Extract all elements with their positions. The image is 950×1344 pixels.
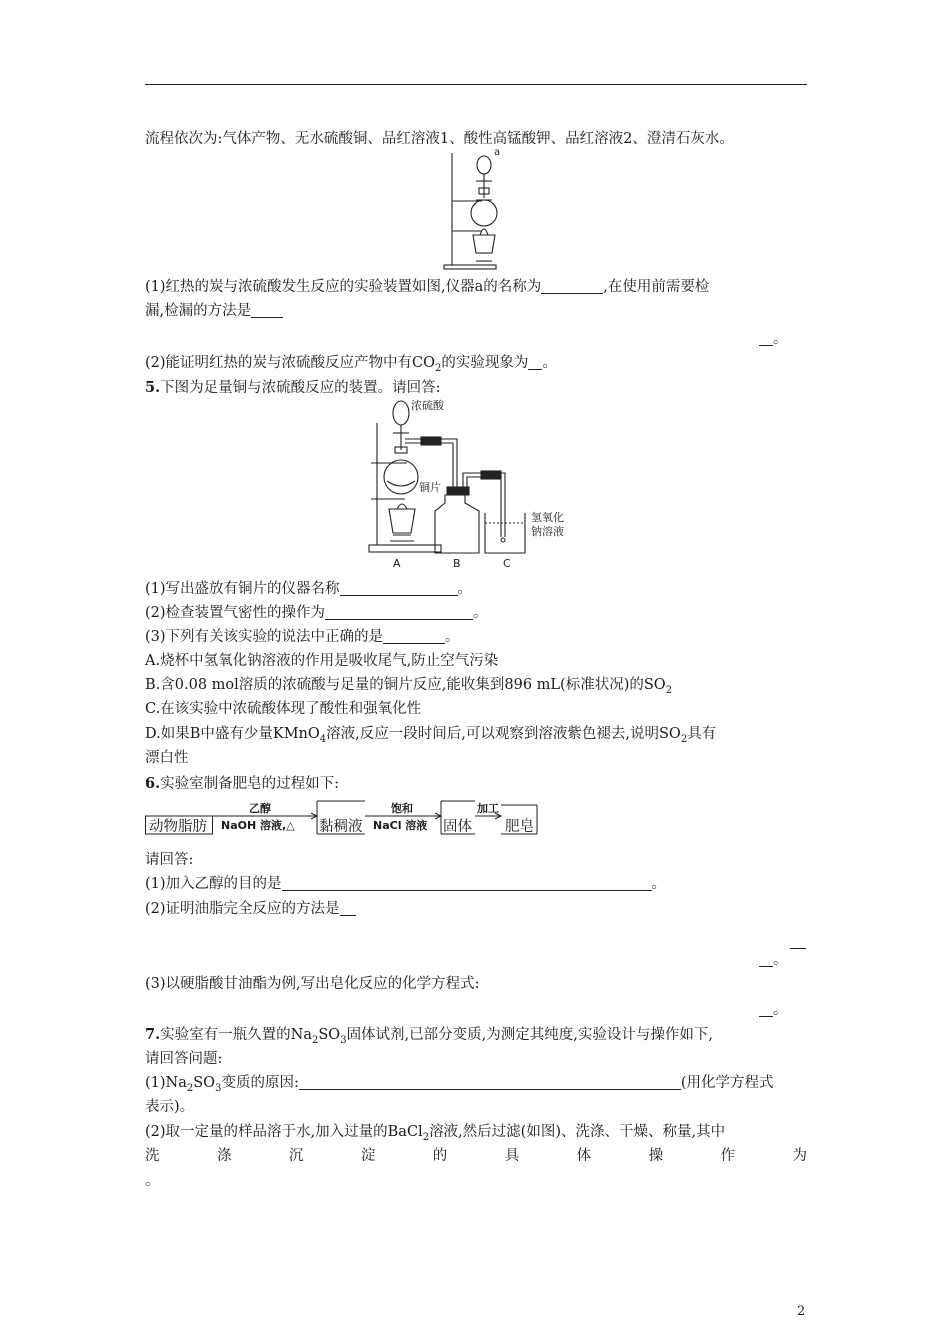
q4-part1-line1: (1)红热的炭与浓硫酸发生反应的实验装置如图,仪器a的名称为 ,在使用前需要检	[145, 279, 710, 295]
q4-part2: (2)能证明红热的炭与浓硫酸反应产物中有$CO_2$的实验现象为 。	[145, 355, 557, 374]
q7-part2-spread-line: 洗 涤 沉 淀 的 具 体 操 作 为	[145, 1148, 807, 1164]
answer-blank[interactable]	[282, 876, 652, 891]
flow-ethanol: 乙醇	[249, 802, 271, 815]
q7-part2-line1: (2)取一定量的样品溶于水,加入过量的BaCl$_2$溶液,然后过滤(如图)、洗涤、干燥、称量,其中	[145, 1124, 726, 1143]
q6-part2: (2)证明油脂完全反应的方法是	[145, 899, 356, 919]
soap-process-flow	[145, 794, 545, 836]
label-C: C	[503, 557, 511, 570]
answer-blank[interactable]	[759, 331, 773, 346]
q5-part3: (3)下列有关该实验的说法中正确的是 。	[145, 629, 460, 645]
flow-naoh: NaOH 溶液,△	[221, 819, 295, 832]
q6-part3: (3)以硬脂酸甘油酯为例,写出皂化反应的化学方程式:	[145, 976, 480, 992]
answer-blank[interactable]	[251, 303, 283, 318]
label-a: a	[494, 147, 501, 158]
label-conc-sulfuric: 浓硫酸	[411, 399, 444, 412]
flow-viscous-liquid: 黏稠液	[319, 819, 363, 835]
answer-blank[interactable]	[759, 1002, 773, 1017]
label-B: B	[453, 557, 461, 570]
q6-part2-blank-right	[790, 932, 806, 952]
label-naoh-1: 氢氧化	[531, 511, 564, 524]
flow-saturated: 饱和	[391, 802, 413, 815]
q5-part2: (2)检查装置气密性的操作为 。	[145, 605, 488, 621]
q5-option-d-line2: 漂白性	[145, 750, 189, 766]
q5-option-c: C.在该实验中浓硫酸体现了酸性和强氧化性	[145, 701, 422, 717]
answer-blank[interactable]	[340, 901, 356, 916]
answer-blank[interactable]	[541, 279, 603, 294]
q5-option-a: A.烧杯中氢氧化钠溶液的作用是吸收尾气,防止空气污染	[145, 653, 499, 669]
answer-blank[interactable]	[528, 355, 542, 370]
answer-blank[interactable]	[790, 934, 806, 949]
q5-stem: 5.下图为足量铜与浓硫酸反应的装置。请回答:	[145, 379, 441, 396]
q6-ask: 请回答:	[145, 852, 194, 868]
q7-part1-line1: $(1)Na_2SO_3$变质的原因: (用化学方程式	[145, 1075, 774, 1094]
q6-part3-end: 。	[759, 1000, 788, 1020]
q4-part1-end: 。	[759, 329, 788, 349]
q5-part1: (1)写出盛放有铜片的仪器名称 。	[145, 581, 473, 597]
answer-blank[interactable]	[325, 605, 473, 620]
intro-flow-text: 流程依次为:气体产物、无水硫酸铜、品红溶液1、酸性高锰酸钾、品红溶液2、澄清石灰水。	[145, 131, 734, 147]
q7-part2-end: 。	[145, 1173, 160, 1189]
label-A: A	[393, 557, 401, 570]
q7-stem-line1: 7.实验室有一瓶久置的$Na_2SO_3$固体试剂,已部分变质,为测定其纯度,实验设计与操作如下,	[145, 1026, 713, 1046]
flow-nacl: NaCl 溶液	[373, 819, 428, 832]
flow-soap: 肥皂	[505, 819, 534, 835]
answer-blank[interactable]	[340, 581, 458, 596]
q5-option-d-line1: D.如果B中盛有少量KMnO$_4$溶液,反应一段时间后,可以观察到溶液紫色褪去,说明$SO_2$具有	[145, 726, 717, 745]
q4-part1-line2: 漏,检漏的方法是	[145, 301, 283, 321]
q6-part2-end: 。	[759, 950, 788, 970]
flow-solid: 固体	[443, 819, 472, 835]
page-number: 2	[797, 1304, 806, 1319]
q7-stem-line2: 请回答问题:	[145, 1051, 223, 1067]
answer-blank[interactable]	[383, 629, 445, 644]
q7-part1-line2: 表示)。	[145, 1099, 195, 1115]
q6-stem: 6.实验室制备肥皂的过程如下:	[145, 775, 340, 792]
label-copper: 铜片	[419, 481, 441, 494]
q6-part1: (1)加入乙醇的目的是 。	[145, 876, 667, 892]
figure-copper-sulfuric-apparatus	[363, 395, 603, 570]
header-rule	[145, 84, 807, 85]
figure-carbon-sulfuric-apparatus	[440, 143, 512, 273]
answer-blank[interactable]	[299, 1075, 681, 1090]
flow-animal-fat: 动物脂肪	[149, 819, 207, 835]
flow-processing: 加工	[477, 802, 499, 815]
answer-blank[interactable]	[759, 952, 773, 967]
q5-option-b: B.含0.08 mol溶质的浓硫酸与足量的铜片反应,能收集到896 mL(标准状况)的$SO_2$	[145, 677, 673, 696]
label-naoh-2: 钠溶液	[531, 525, 564, 538]
